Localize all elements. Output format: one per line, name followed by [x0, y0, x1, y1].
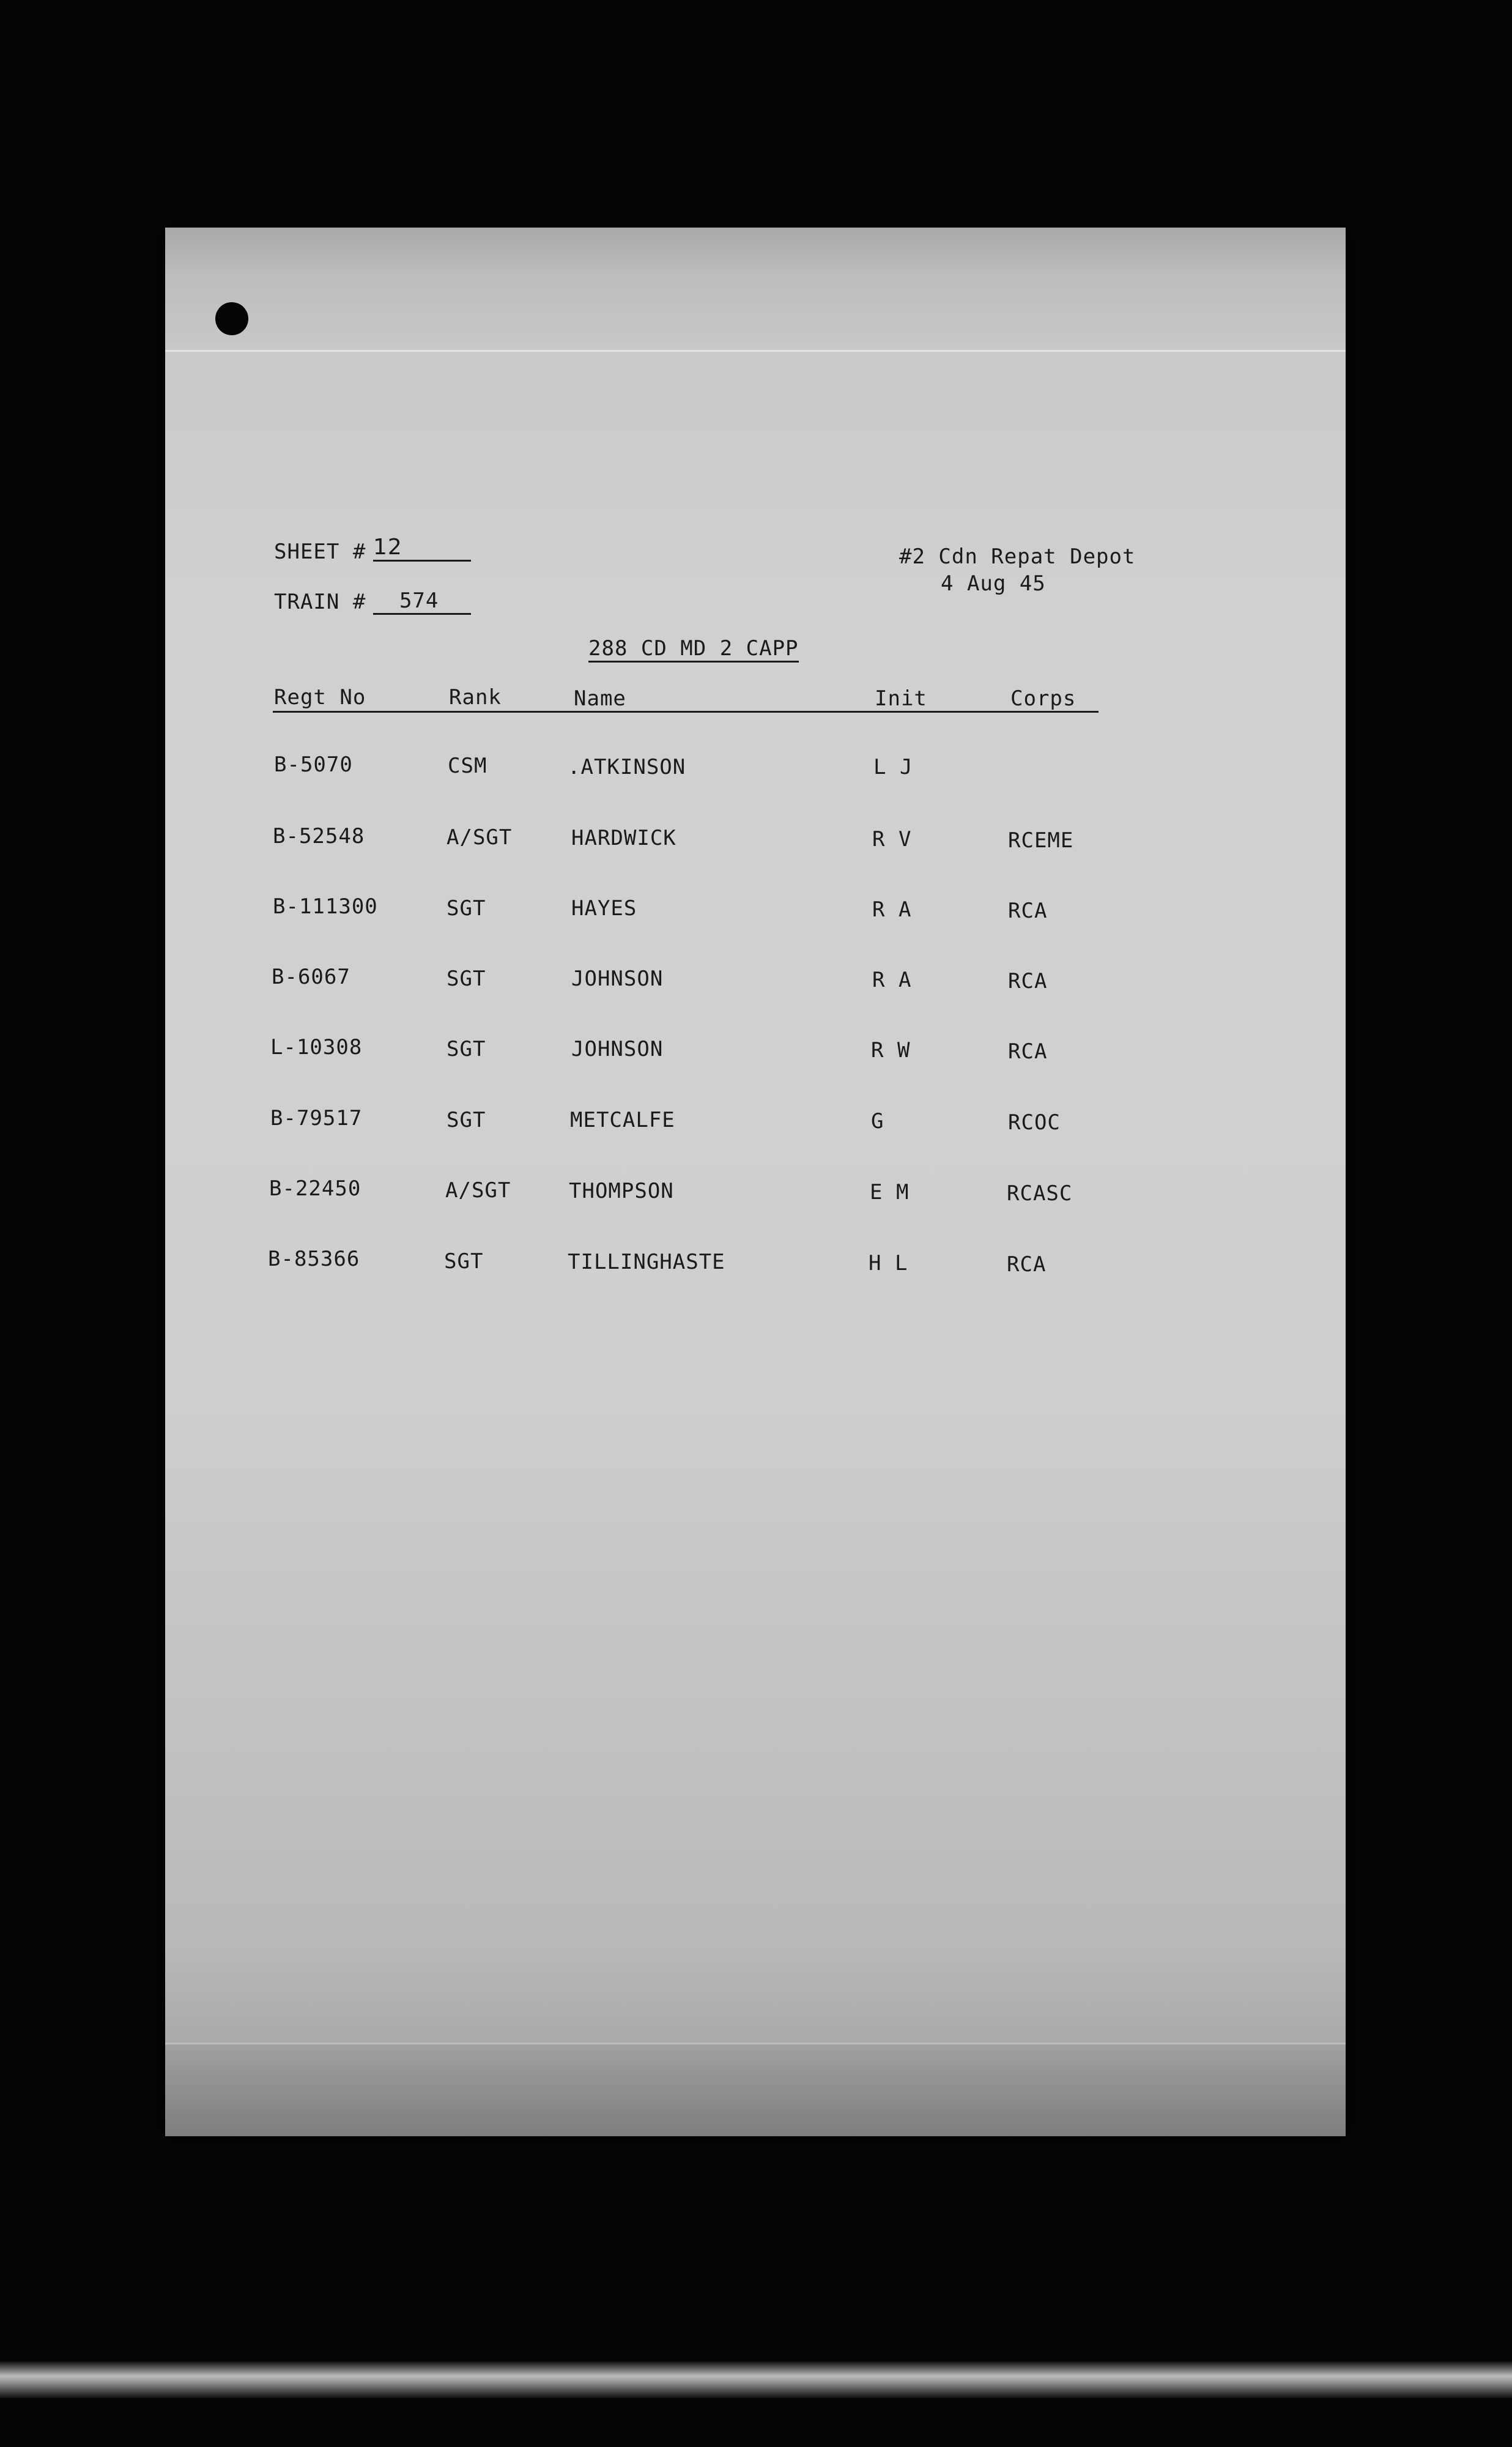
- unit-title: 288 CD MD 2 CAPP: [588, 636, 799, 663]
- rank: SGT: [447, 896, 486, 921]
- regt-no: B-85366: [268, 1247, 360, 1271]
- film-edge-strip: [0, 2361, 1512, 2398]
- sheet-label: SHEET #: [274, 540, 366, 564]
- name: JOHNSON: [571, 967, 664, 991]
- rank: A/SGT: [447, 825, 513, 850]
- header-rule: [273, 711, 1099, 713]
- initials: R A: [872, 897, 912, 922]
- name: HARDWICK: [571, 826, 676, 850]
- page-top-band: [165, 228, 1346, 352]
- corps: RCEME: [1008, 828, 1074, 853]
- initials: L J: [873, 755, 913, 779]
- col-header-name: Name: [574, 686, 626, 711]
- regt-no: B-52548: [273, 824, 365, 848]
- train-number: [373, 589, 471, 615]
- initials: H L: [869, 1251, 908, 1275]
- regt-no: B-22450: [269, 1176, 361, 1201]
- punch-hole: [215, 302, 248, 335]
- name: THOMPSON: [569, 1179, 674, 1203]
- corps: RCOC: [1008, 1110, 1061, 1135]
- page-bottom-band: [165, 2043, 1346, 2136]
- corps: RCASC: [1007, 1181, 1073, 1206]
- rank: SGT: [447, 967, 486, 991]
- col-header-rank: Rank: [449, 685, 502, 710]
- name: HAYES: [571, 896, 637, 921]
- corps: RCA: [1008, 969, 1048, 993]
- name: TILLINGHASTE: [568, 1250, 725, 1274]
- regt-no: B-6067: [272, 965, 350, 989]
- depot-name: #2 Cdn Repat Depot: [899, 544, 1136, 569]
- name: JOHNSON: [571, 1037, 664, 1061]
- rank: SGT: [447, 1037, 486, 1061]
- initials: R A: [872, 968, 912, 992]
- document-page: [165, 228, 1346, 2136]
- rank: A/SGT: [445, 1178, 511, 1203]
- document-date: 4 Aug 45: [941, 571, 1046, 596]
- corps: RCA: [1008, 899, 1048, 923]
- col-header-init: Init: [875, 686, 927, 711]
- initials: R V: [872, 827, 912, 852]
- rank: CSM: [448, 754, 487, 778]
- initials: G: [871, 1109, 884, 1134]
- sheet-number: [373, 535, 471, 562]
- corps: RCA: [1007, 1252, 1047, 1277]
- regt-no: B-79517: [270, 1106, 363, 1131]
- col-header-corps: Corps: [1010, 686, 1077, 711]
- train-number-value: 574: [399, 589, 439, 613]
- initials: E M: [870, 1180, 910, 1205]
- regt-no: B-5070: [274, 752, 353, 777]
- corps: RCA: [1008, 1039, 1048, 1064]
- train-label: TRAIN #: [274, 590, 366, 614]
- name: METCALFE: [570, 1108, 675, 1132]
- col-header-regt-no: Regt No: [274, 685, 366, 710]
- rank: SGT: [447, 1108, 486, 1132]
- name: .ATKINSON: [568, 755, 686, 779]
- regt-no: L-10308: [270, 1035, 363, 1060]
- sheet-number-value: 12: [373, 535, 402, 560]
- regt-no: B-111300: [273, 894, 378, 919]
- rank: SGT: [444, 1249, 484, 1274]
- initials: R W: [871, 1038, 911, 1063]
